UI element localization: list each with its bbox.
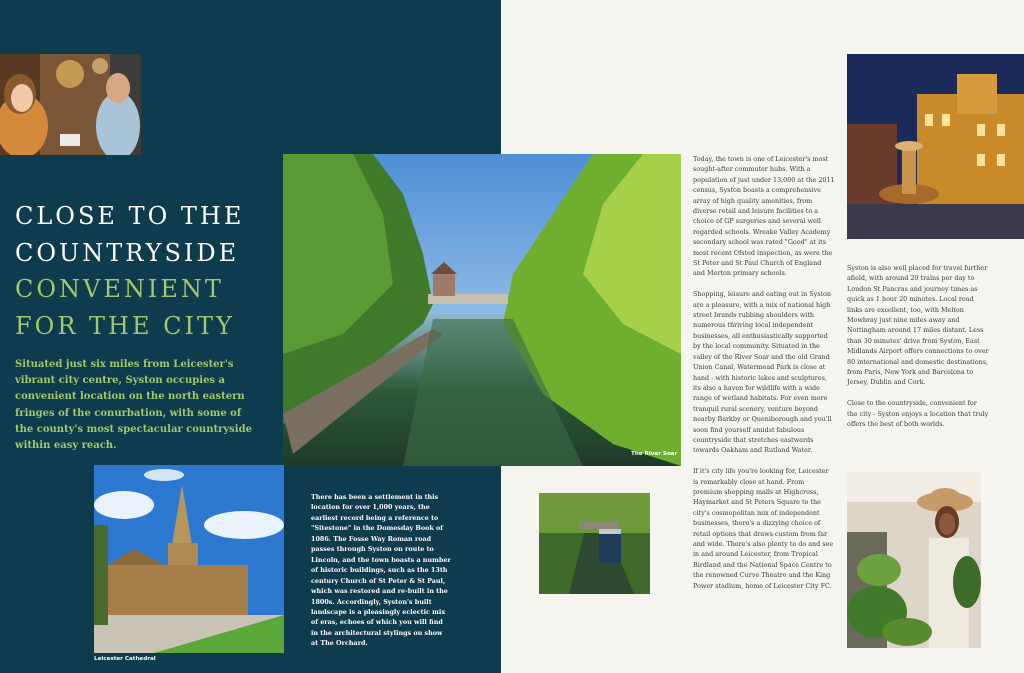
leicester-cathedral-photo xyxy=(94,465,284,653)
middle-column xyxy=(693,154,835,601)
headline xyxy=(15,198,244,344)
river-soar-photo xyxy=(283,154,681,466)
cafe-couple-photo xyxy=(0,54,141,155)
headline-line-1: CLOSE TO THE xyxy=(15,202,245,230)
cathedral-caption: Leicester Cathedral xyxy=(94,656,156,662)
river-caption: The River Soar xyxy=(631,451,678,457)
right-paragraph-2: Close to the countryside, convenient for the city - Syston enjoys a location that truly offers the best of both worlds. xyxy=(847,399,989,429)
headline-line-2: COUNTRYSIDE xyxy=(15,238,240,267)
city-fountain-night-photo xyxy=(847,54,1024,239)
canal-boat-photo xyxy=(539,493,650,594)
headline-line-4: FOR THE CITY xyxy=(15,311,235,340)
right-paragraph-1: Syston is also well placed for travel further afield, with around 20 trains per day to London St Pancras and journey times as quick as 1 hour 20 minutes. Local road links are excellent, too, with Melton Mowbray just nine miles away and Nottingham around 17 miles distant. Less than 30 minutes' drive from Syston, East Midlands Airport offers connections to over 80 international and domestic destinations, from Paris, New York and Barcelona to Jersey, Dublin and Cork. xyxy=(847,264,989,387)
middle-paragraph-1: Today, the town is one of Leicester's most sought-after commuter hubs. With a population of just under 13,000 at the 2011 census, Syston boasts a comprehensive array of high quality amenities, from diverse retail and leisure facilities to a choice of GP surgeries and several well regarded schools. Wreake Valley Academy secondary school was rated "Good" at its most recent Ofsted inspection, as were the St Peter and St Paul Church of England and Merton primary schools. xyxy=(693,155,835,278)
settlement-paragraph: There has been a settlement in this location for over 1,000 years, the earliest record being a reference to "Sitestone" in the Domesday Book of 1086. The Fosse Way Roman road passes through Syston on route to Lincoln, and the town boasts a number of historic buildings, such as the 13th century Church of St Peter & St Paul, which was restored and re-built in the 1800s. Accordingly, Syston's built landscape is a pleasingly eclectic mix of eras, echoes of which you will find in the architectural stylings on show at The Orchard. xyxy=(311,493,451,648)
middle-paragraph-3: If it's city life you're looking for, Leicester is remarkably close at hand. From premium shopping malls at Highcross, Haymarket and St Peters Square to the city's cosmopolitan mix of independent businesses, there's a dizzying choice of retail options that draws custom from far and wide. There's also plenty to do and see in and around Leicester, from Tropical Birdland and the National Space Centre to the renowned Curve Theatre and the King Power stadium, home of Leicester City FC. xyxy=(693,467,834,590)
right-column xyxy=(847,263,989,440)
market-vegetables-photo xyxy=(847,472,981,648)
headline-line-3: CONVENIENT xyxy=(15,275,224,303)
middle-paragraph-2: Shopping, leisure and eating out in Syston are a pleasure, with a mix of national high street brands rubbing shoulders with numerous thriving local independent businesses, all enthusiastically supported by the local community. Situated in the valley of the River Soar and the old Grand Union Canal, Watermead Park is close at hand - with historic lakes and sculptures, its also a haven for wildlife with a wide range of wetland habitats. For even more tranquil rural scenery, venture beyond nearby Barkby or Queniborough and you'll soon find yourself amidst fabulous countryside that stretches eastwards towards Oakham and Rutland Water. xyxy=(693,290,832,455)
intro-paragraph: Situated just six miles from Leicester's vibrant city centre, Syston occupies a convenient location on the north eastern fringes of the conurbation, with some of the county's most spectacular countryside within easy reach. xyxy=(15,359,252,452)
